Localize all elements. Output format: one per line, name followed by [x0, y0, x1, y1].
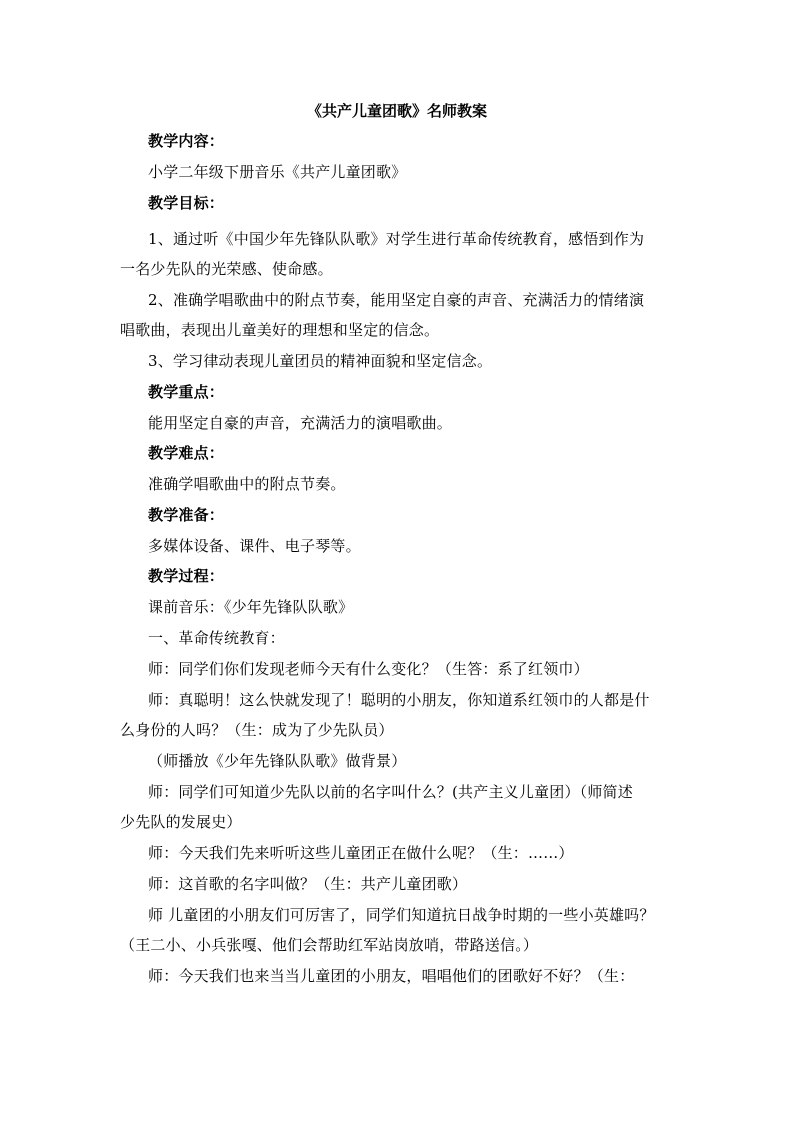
body-text-line: 1、通过听《中国少年先锋队队歌》对学生进行革命传统教育，感悟到作为 — [148, 230, 645, 248]
document-title: 《共产儿童团歌》名师教案 — [306, 102, 487, 120]
body-text-line: 一、革命传统教育： — [148, 629, 285, 647]
section-heading: 教学内容： — [148, 132, 225, 150]
body-text-line: 么身份的人吗？（生：成为了少先队员） — [120, 721, 394, 739]
section-heading: 教学准备： — [148, 506, 225, 524]
body-text-line: 师：今天我们先来听听这些儿童团正在做什么呢？（生：……） — [148, 844, 574, 862]
body-text-line: 3、学习律动表现儿童团员的精神面貌和坚定信念。 — [148, 352, 493, 370]
body-text-line: （王二小、小兵张嘎、他们会帮助红军站岗放哨，带路送信。） — [120, 936, 539, 954]
body-text-line: 少先队的发展史） — [120, 813, 242, 831]
body-text-line: 一名少先队的光荣感、使命感。 — [120, 260, 333, 278]
body-text-line: 师：今天我们也来当当儿童团的小朋友，唱唱他们的团歌好不好？（生： — [148, 967, 635, 985]
body-text-line: 师：这首歌的名字叫做？（生：共产儿童团歌） — [148, 875, 468, 893]
body-text-line: 2、准确学唱歌曲中的附点节奏，能用坚定自豪的声音、充满活力的情绪演 — [148, 291, 645, 309]
body-text-line: 师：同学们你们发现老师今天有什么变化？（生答：系了红领巾） — [148, 660, 589, 678]
body-text-line: 师：同学们可知道少先队以前的名字叫什么？(共产主义儿童团）（师简述 — [148, 783, 633, 801]
body-text-line: 能用坚定自豪的声音，充满活力的演唱歌曲。 — [148, 414, 453, 432]
section-heading: 教学重点： — [148, 383, 225, 401]
section-heading: 教学难点： — [148, 444, 225, 462]
body-text-line: 师：真聪明！这么快就发现了！聪明的小朋友，你知道系红领巾的人都是什 — [148, 691, 650, 709]
body-text-line: 师 儿童团的小朋友们可厉害了，同学们知道抗日战争时期的一些小英雄吗？ — [148, 906, 655, 924]
body-text-line: 小学二年级下册音乐《共产儿童团歌》 — [148, 163, 407, 181]
body-text-line: 准确学唱歌曲中的附点节奏。 — [148, 475, 346, 493]
section-heading: 教学过程： — [148, 567, 225, 585]
body-text-line: 课前音乐：《少年先锋队队歌》 — [148, 598, 354, 616]
section-heading: 教学目标： — [148, 194, 225, 212]
body-text-line: 唱歌曲，表现出儿童美好的理想和坚定的信念。 — [120, 321, 440, 339]
body-text-line: （师播放《少年先锋队队歌》做背景） — [148, 752, 407, 770]
body-text-line: 多媒体设备、课件、电子琴等。 — [148, 537, 361, 555]
